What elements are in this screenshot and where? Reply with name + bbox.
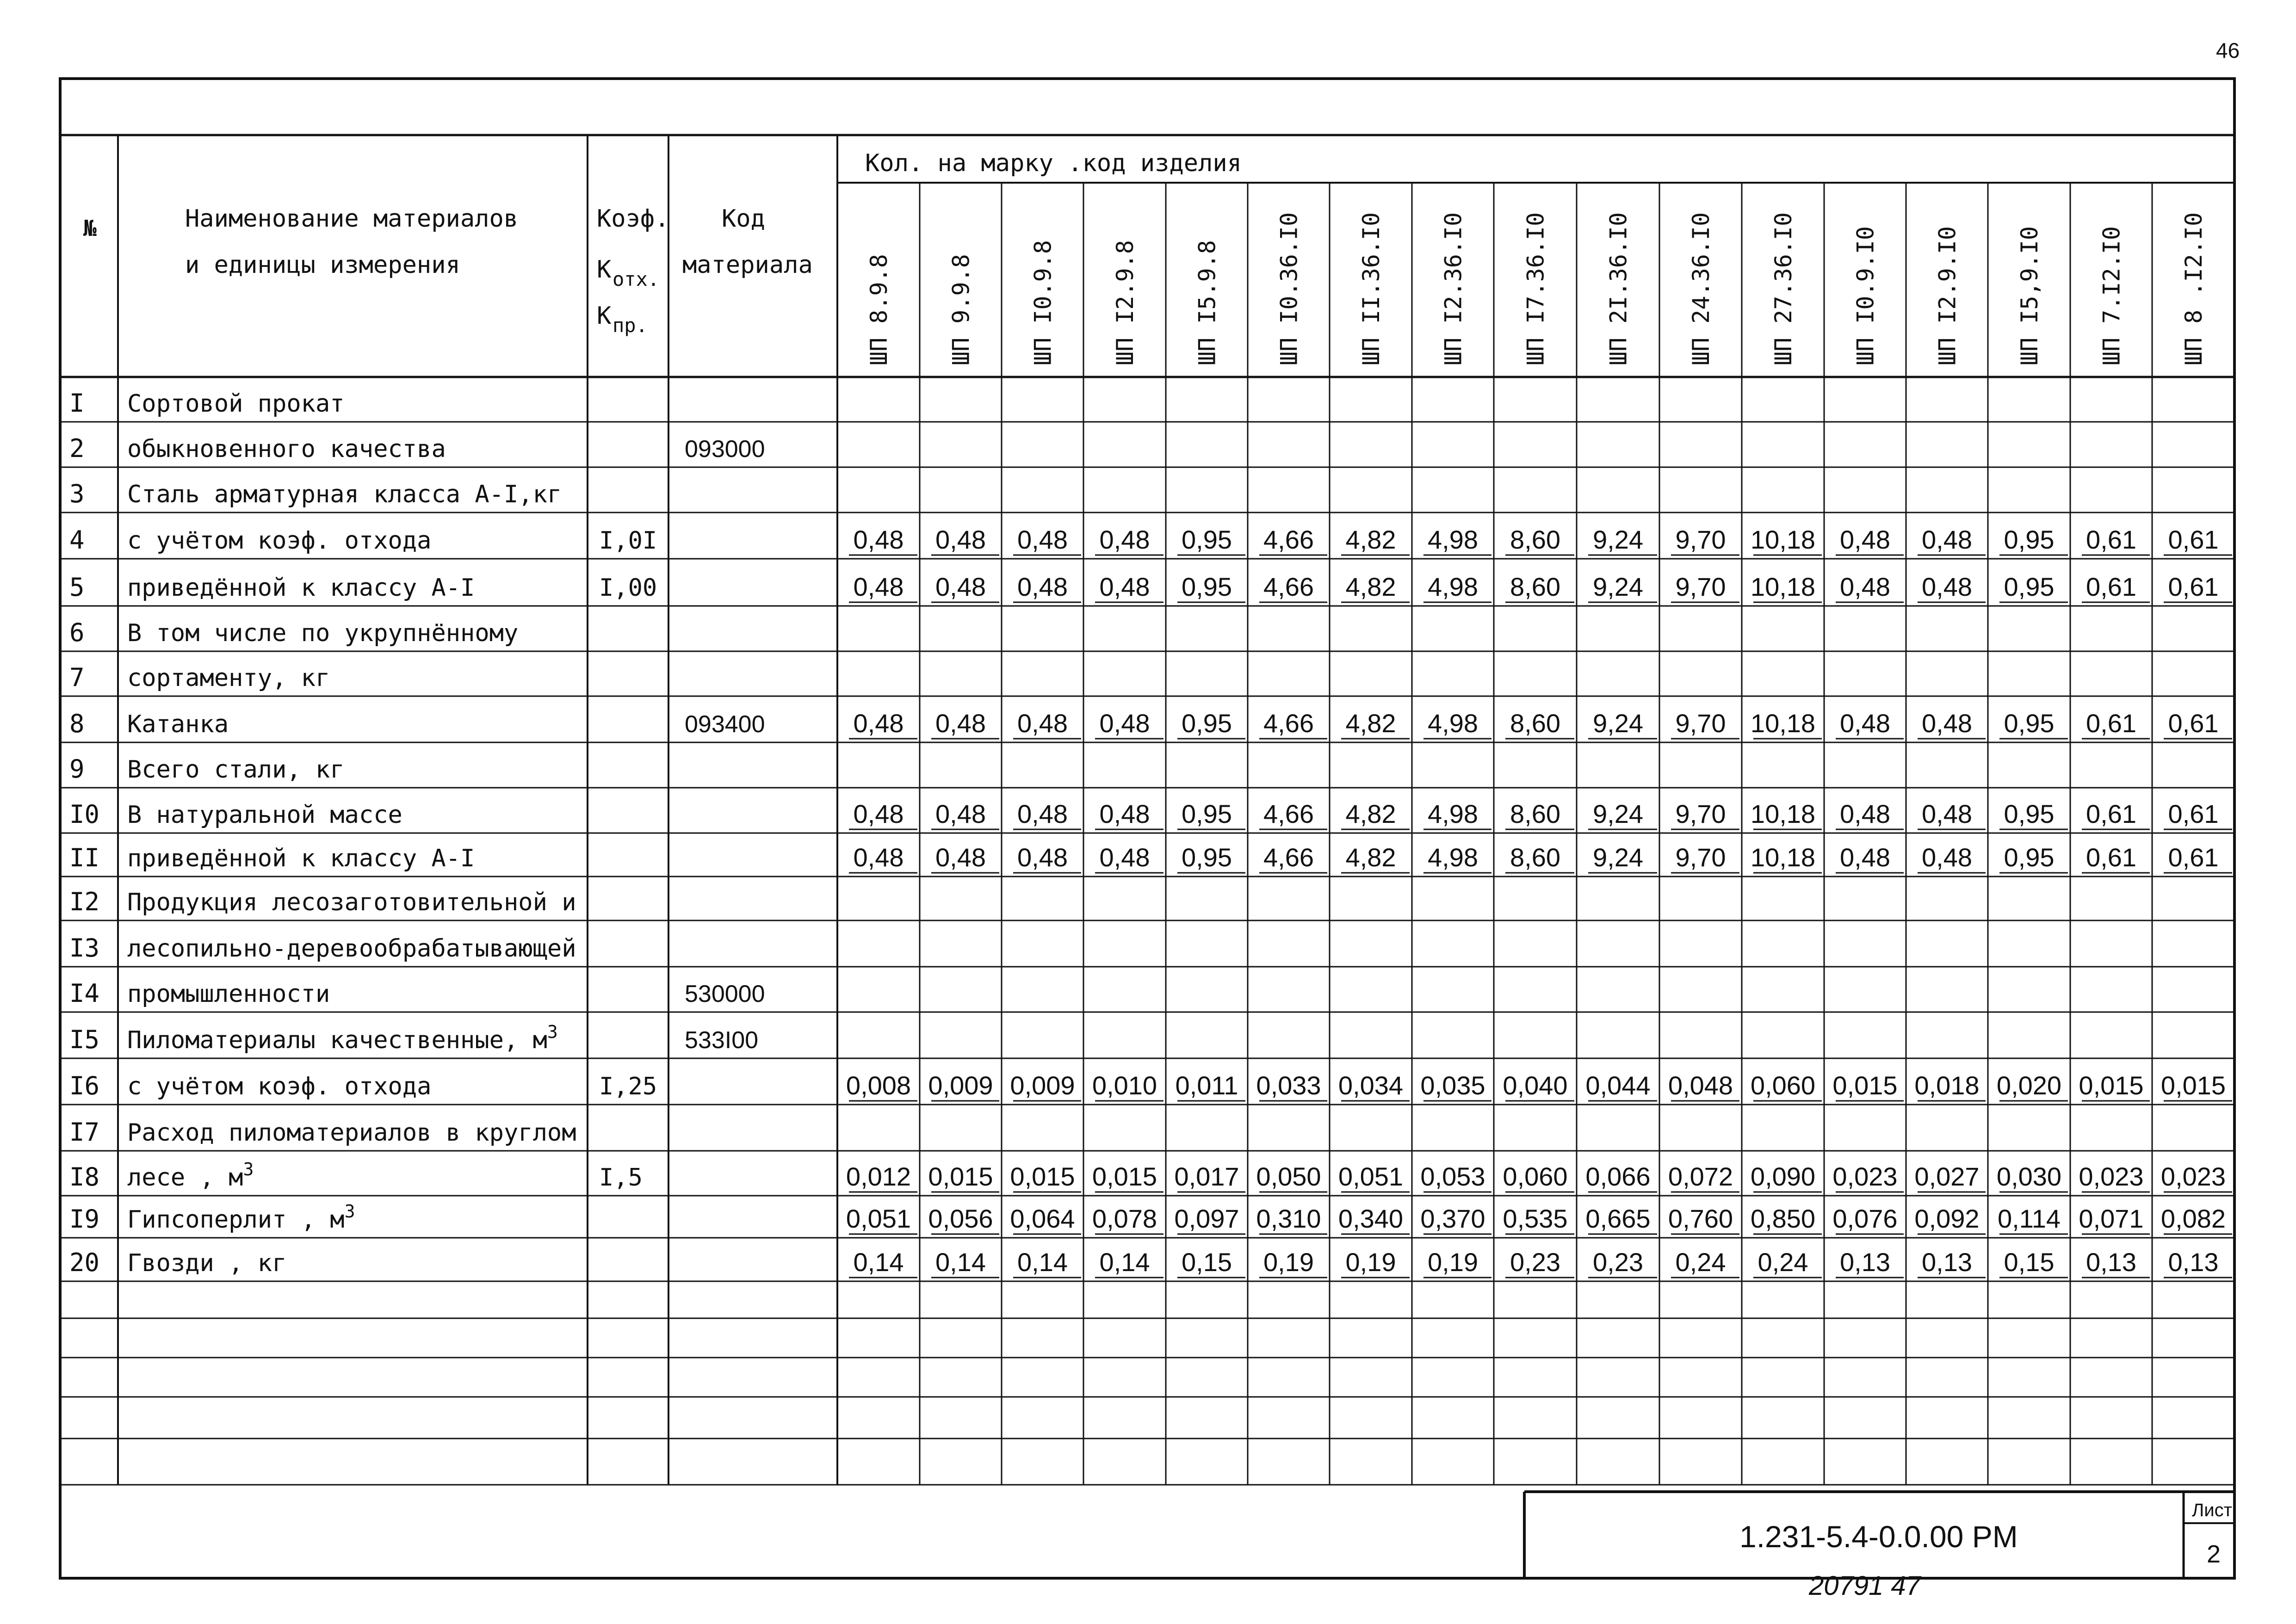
cell-value: 0,61 bbox=[2086, 525, 2136, 554]
cell-value: 0,95 bbox=[1182, 525, 1232, 554]
header-coef-k-pr: К bbox=[597, 302, 612, 330]
cell-value: 0,035 bbox=[1420, 1071, 1485, 1100]
cell-value: 0,48 bbox=[853, 525, 904, 554]
header-code-line2: материала bbox=[682, 251, 813, 279]
cell-value: 4,82 bbox=[1345, 843, 1396, 872]
cell-value: 4,66 bbox=[1263, 572, 1314, 601]
corner-page-mark: 46 bbox=[2216, 38, 2240, 62]
cell-value: 0,048 bbox=[1668, 1071, 1733, 1100]
row-name: Пиломатериалы качественные, $м^3$ bbox=[127, 1022, 558, 1054]
column-header-8: ШП I2.36.I0 bbox=[1440, 212, 1467, 365]
row-code: 530000 bbox=[685, 981, 765, 1007]
cell-value: 0,012 bbox=[846, 1162, 911, 1191]
column-header-10: ШП 2I.36.I0 bbox=[1605, 212, 1632, 365]
cell-value: 0,48 bbox=[1922, 799, 1972, 828]
header-code-line1: Код bbox=[722, 205, 765, 233]
cell-value: 0,48 bbox=[1840, 572, 1890, 601]
cell-value: 0,076 bbox=[1832, 1204, 1898, 1233]
cell-value: 0,008 bbox=[846, 1071, 911, 1100]
row-coef: I,0I bbox=[599, 527, 657, 555]
cell-value: 9,70 bbox=[1675, 843, 1726, 872]
cell-value: 0,044 bbox=[1585, 1071, 1651, 1100]
header-coef-k-otx: К bbox=[597, 256, 612, 284]
row-number: I0 bbox=[69, 800, 100, 829]
column-header-16: ШП 7.I2.I0 bbox=[2098, 226, 2125, 365]
row-code: 093000 bbox=[685, 436, 765, 463]
cell-value: 0,340 bbox=[1338, 1204, 1404, 1233]
cell-value: 0,61 bbox=[2168, 709, 2219, 738]
cell-value: 9,70 bbox=[1675, 799, 1726, 828]
cell-value: 9,24 bbox=[1593, 799, 1643, 828]
cell-value: 8,60 bbox=[1510, 709, 1560, 738]
cell-value: 0,48 bbox=[1099, 709, 1150, 738]
header-coef-k-pr-sub: пр. bbox=[613, 314, 648, 337]
cell-value: 4,82 bbox=[1345, 799, 1396, 828]
cell-value: 0,48 bbox=[1840, 843, 1890, 872]
row-name: Гипсоперлит , $м^3$ bbox=[127, 1201, 355, 1234]
cell-value: 9,24 bbox=[1593, 843, 1643, 872]
cell-value: 0,48 bbox=[1922, 572, 1972, 601]
cell-value: 0,24 bbox=[1758, 1247, 1808, 1277]
column-header-4: ШП I2.9.8 bbox=[1112, 240, 1139, 365]
column-header-9: ШП I7.36.I0 bbox=[1522, 212, 1549, 365]
row-coef: I,5 bbox=[599, 1164, 643, 1192]
column-header-3: ШП I0.9.8 bbox=[1029, 240, 1057, 365]
row-name: Сталь арматурная класса А-I,кг bbox=[127, 481, 562, 508]
cell-value: 0,040 bbox=[1503, 1071, 1568, 1100]
row-name: лесопильно-деревообрабатывающей bbox=[127, 935, 576, 963]
cell-value: 0,15 bbox=[2004, 1247, 2055, 1277]
cell-value: 0,48 bbox=[1017, 843, 1068, 872]
cell-value: 0,95 bbox=[2004, 572, 2055, 601]
cell-value: 0,13 bbox=[1840, 1247, 1890, 1277]
cell-value: 0,092 bbox=[1914, 1204, 1980, 1233]
cell-value: 4,98 bbox=[1428, 525, 1478, 554]
row-number: I9 bbox=[69, 1204, 100, 1234]
cell-value: 0,023 bbox=[2160, 1162, 2226, 1191]
row-number: 5 bbox=[69, 573, 85, 602]
header-name-line2: и единицы измерения bbox=[185, 251, 460, 279]
cell-value: 0,48 bbox=[1099, 525, 1150, 554]
cell-value: 9,24 bbox=[1593, 572, 1643, 601]
cell-value: 0,48 bbox=[1099, 572, 1150, 601]
cell-value: 0,850 bbox=[1750, 1204, 1816, 1233]
cell-value: 0,017 bbox=[1174, 1162, 1239, 1191]
cell-value: 0,760 bbox=[1668, 1204, 1733, 1233]
cell-value: 0,48 bbox=[1099, 799, 1150, 828]
cell-value: 0,033 bbox=[1256, 1071, 1321, 1100]
cell-value: 0,61 bbox=[2168, 572, 2219, 601]
archive-stamp: 20791 47 bbox=[1809, 1571, 1921, 1601]
cell-value: 0,48 bbox=[1017, 525, 1068, 554]
row-number: I7 bbox=[69, 1118, 100, 1147]
column-header-7: ШП II.36.I0 bbox=[1358, 212, 1385, 365]
sheet-number: 2 bbox=[2207, 1540, 2221, 1568]
cell-value: 4,66 bbox=[1263, 525, 1314, 554]
cell-value: 0,48 bbox=[1017, 572, 1068, 601]
cell-value: 0,009 bbox=[928, 1071, 993, 1100]
cell-value: 8,60 bbox=[1510, 572, 1560, 601]
cell-value: 10,18 bbox=[1750, 799, 1816, 828]
row-number: 3 bbox=[69, 479, 85, 508]
row-name: приведённой к классу А-I bbox=[127, 574, 475, 602]
cell-value: 0,020 bbox=[1996, 1071, 2062, 1100]
row-number: I8 bbox=[69, 1162, 100, 1192]
cell-value: 0,009 bbox=[1010, 1071, 1075, 1100]
header-group-title: Кол. на марку .код изделия bbox=[865, 149, 1242, 177]
cell-value: 9,70 bbox=[1675, 709, 1726, 738]
cell-value: 0,61 bbox=[2086, 843, 2136, 872]
sheet-label: Лист bbox=[2192, 1500, 2232, 1520]
cell-value: 0,61 bbox=[2168, 843, 2219, 872]
cell-value: 8,60 bbox=[1510, 843, 1560, 872]
cell-value: 0,015 bbox=[1010, 1162, 1075, 1191]
cell-value: 0,48 bbox=[935, 843, 986, 872]
cell-value: 0,027 bbox=[1914, 1162, 1980, 1191]
cell-value: 0,665 bbox=[1585, 1204, 1651, 1233]
cell-value: 0,015 bbox=[2079, 1071, 2144, 1100]
cell-value: 4,98 bbox=[1428, 799, 1478, 828]
cell-value: 9,70 bbox=[1675, 572, 1726, 601]
cell-value: 0,48 bbox=[853, 572, 904, 601]
cell-value: 4,66 bbox=[1263, 709, 1314, 738]
cell-value: 0,097 bbox=[1174, 1204, 1239, 1233]
cell-value: 0,051 bbox=[846, 1204, 911, 1233]
cell-value: 0,535 bbox=[1503, 1204, 1568, 1233]
row-code: 533I00 bbox=[685, 1027, 759, 1054]
cell-value: 0,14 bbox=[935, 1247, 986, 1277]
cell-value: 0,48 bbox=[935, 572, 986, 601]
cell-value: 9,24 bbox=[1593, 525, 1643, 554]
column-header-6: ШП I0.36.I0 bbox=[1275, 212, 1303, 365]
row-number: I3 bbox=[69, 933, 100, 963]
header-number: № bbox=[83, 216, 97, 241]
cell-value: 0,13 bbox=[2168, 1247, 2219, 1277]
row-name: Продукция лесозаготовительной и bbox=[127, 889, 576, 916]
row-coef: I,25 bbox=[599, 1073, 657, 1100]
cell-value: 0,034 bbox=[1338, 1071, 1404, 1100]
cell-value: 0,018 bbox=[1914, 1071, 1980, 1100]
cell-value: 0,050 bbox=[1256, 1162, 1321, 1191]
cell-value: 0,48 bbox=[1840, 525, 1890, 554]
row-number: I2 bbox=[69, 887, 100, 916]
cell-value: 0,48 bbox=[1922, 843, 1972, 872]
row-name: Катанка bbox=[127, 710, 229, 738]
row-name: В том числе по укрупнённому bbox=[127, 619, 519, 647]
column-header-2: ШП 9.9.8 bbox=[947, 254, 975, 365]
row-name: В натуральной массе bbox=[127, 801, 402, 829]
cell-value: 0,064 bbox=[1010, 1204, 1075, 1233]
cell-value: 0,370 bbox=[1420, 1204, 1485, 1233]
cell-value: 0,95 bbox=[2004, 799, 2055, 828]
cell-value: 0,015 bbox=[1832, 1071, 1898, 1100]
row-name: приведённой к классу А-I bbox=[127, 845, 475, 872]
cell-value: 0,053 bbox=[1420, 1162, 1485, 1191]
cell-value: 10,18 bbox=[1750, 709, 1816, 738]
column-header-11: ШП 24.36.I0 bbox=[1688, 212, 1714, 365]
row-number: 7 bbox=[69, 663, 85, 692]
cell-value: 0,015 bbox=[928, 1162, 993, 1191]
cell-value: 0,19 bbox=[1263, 1247, 1314, 1277]
row-number: 8 bbox=[69, 709, 85, 738]
cell-value: 0,14 bbox=[1099, 1247, 1150, 1277]
row-name: с учётом коэф. отхода bbox=[127, 1073, 432, 1100]
cell-value: 0,48 bbox=[935, 799, 986, 828]
cell-value: 0,23 bbox=[1593, 1247, 1643, 1277]
column-header-15: ШП I5,9.I0 bbox=[2016, 226, 2043, 365]
cell-value: 4,98 bbox=[1428, 843, 1478, 872]
row-name: с учётом коэф. отхода bbox=[127, 527, 432, 555]
cell-value: 0,48 bbox=[935, 525, 986, 554]
cell-value: 0,015 bbox=[1092, 1162, 1157, 1191]
row-name: Сортовой прокат bbox=[127, 390, 345, 418]
cell-value: 0,95 bbox=[1182, 799, 1232, 828]
cell-value: 8,60 bbox=[1510, 799, 1560, 828]
cell-value: 0,14 bbox=[1017, 1247, 1068, 1277]
cell-value: 4,82 bbox=[1345, 525, 1396, 554]
cell-value: 0,95 bbox=[1182, 843, 1232, 872]
cell-value: 0,114 bbox=[1998, 1204, 2061, 1233]
cell-value: 4,66 bbox=[1263, 799, 1314, 828]
column-header-14: ШП I2.9.I0 bbox=[1934, 226, 1961, 365]
cell-value: 0,48 bbox=[1840, 799, 1890, 828]
cell-value: 0,95 bbox=[1182, 709, 1232, 738]
cell-value: 0,48 bbox=[1017, 799, 1068, 828]
row-name: обыкновенного качества bbox=[127, 435, 446, 463]
cell-value: 0,13 bbox=[2086, 1247, 2136, 1277]
row-number: I6 bbox=[69, 1071, 100, 1100]
cell-value: 0,011 bbox=[1175, 1071, 1238, 1100]
cell-value: 4,82 bbox=[1345, 709, 1396, 738]
cell-value: 0,078 bbox=[1092, 1204, 1157, 1233]
cell-value: 0,010 bbox=[1092, 1071, 1157, 1100]
cell-value: 0,19 bbox=[1345, 1247, 1396, 1277]
cell-value: 4,98 bbox=[1428, 709, 1478, 738]
cell-value: 0,071 bbox=[2079, 1204, 2144, 1233]
cell-value: 0,61 bbox=[2086, 572, 2136, 601]
cell-value: 0,48 bbox=[1922, 709, 1972, 738]
cell-value: 0,066 bbox=[1585, 1162, 1651, 1191]
cell-value: 0,95 bbox=[2004, 709, 2055, 738]
column-header-13: ШП I0.9.I0 bbox=[1852, 226, 1879, 365]
cell-value: 0,61 bbox=[2086, 709, 2136, 738]
cell-value: 0,023 bbox=[1832, 1162, 1898, 1191]
header-name-line1: Наименование материалов bbox=[185, 205, 519, 233]
cell-value: 4,66 bbox=[1263, 843, 1314, 872]
header-coef-line1: Коэф. bbox=[597, 205, 669, 233]
cell-value: 0,19 bbox=[1428, 1247, 1478, 1277]
cell-value: 10,18 bbox=[1750, 843, 1816, 872]
cell-value: 0,48 bbox=[1017, 709, 1068, 738]
cell-value: 9,70 bbox=[1675, 525, 1726, 554]
cell-value: 0,61 bbox=[2086, 799, 2136, 828]
cell-value: 0,14 bbox=[853, 1247, 904, 1277]
cell-value: 0,051 bbox=[1338, 1162, 1404, 1191]
row-number: I4 bbox=[69, 979, 100, 1008]
cell-value: 0,23 bbox=[1510, 1247, 1560, 1277]
row-code: 093400 bbox=[685, 711, 765, 738]
cell-value: 4,82 bbox=[1345, 572, 1396, 601]
row-number: 20 bbox=[69, 1248, 100, 1277]
cell-value: 0,95 bbox=[2004, 843, 2055, 872]
cell-value: 0,13 bbox=[1922, 1247, 1972, 1277]
cell-value: 0,61 bbox=[2168, 799, 2219, 828]
row-number: 6 bbox=[69, 618, 85, 647]
row-number: 9 bbox=[69, 754, 85, 784]
document-code: 1.231-5.4-0.0.00 PM bbox=[1739, 1519, 2018, 1554]
cell-value: 0,015 bbox=[2160, 1071, 2226, 1100]
row-coef: I,00 bbox=[599, 574, 657, 602]
cell-value: 0,15 bbox=[1182, 1247, 1232, 1277]
cell-value: 0,090 bbox=[1750, 1162, 1816, 1191]
row-number: 2 bbox=[69, 434, 85, 463]
cell-value: 0,060 bbox=[1503, 1162, 1568, 1191]
cell-value: 9,24 bbox=[1593, 709, 1643, 738]
cell-value: 0,072 bbox=[1668, 1162, 1733, 1191]
column-header-5: ШП I5.9.8 bbox=[1194, 240, 1221, 365]
cell-value: 10,18 bbox=[1750, 525, 1816, 554]
cell-value: 0,95 bbox=[1182, 572, 1232, 601]
cell-value: 0,95 bbox=[2004, 525, 2055, 554]
row-number: 4 bbox=[69, 525, 85, 555]
cell-value: 10,18 bbox=[1750, 572, 1816, 601]
row-number: I5 bbox=[69, 1025, 100, 1054]
cell-value: 4,98 bbox=[1428, 572, 1478, 601]
row-name: Расход пиломатериалов в круглом bbox=[127, 1119, 576, 1147]
cell-value: 0,310 bbox=[1256, 1204, 1321, 1233]
cell-value: 0,030 bbox=[1996, 1162, 2062, 1191]
column-header-1: ШП 8.9.8 bbox=[866, 254, 892, 365]
cell-value: 0,48 bbox=[853, 843, 904, 872]
row-number: I bbox=[69, 389, 85, 418]
cell-value: 0,48 bbox=[853, 709, 904, 738]
header-coef-k-otx-sub: отх. bbox=[613, 268, 660, 290]
cell-value: 0,48 bbox=[1922, 525, 1972, 554]
cell-value: 0,48 bbox=[853, 799, 904, 828]
row-name: Гвозди , кг bbox=[127, 1249, 287, 1277]
cell-value: 0,023 bbox=[2079, 1162, 2144, 1191]
cell-value: 0,24 bbox=[1675, 1247, 1726, 1277]
cell-value: 0,082 bbox=[2160, 1204, 2226, 1233]
cell-value: 8,60 bbox=[1510, 525, 1560, 554]
column-header-12: ШП 27.36.I0 bbox=[1770, 212, 1797, 365]
row-name: промышленности bbox=[127, 980, 330, 1008]
cell-value: 0,48 bbox=[935, 709, 986, 738]
row-name: лесе , $м^3$ bbox=[127, 1159, 254, 1192]
cell-value: 0,48 bbox=[1099, 843, 1150, 872]
row-name: сортаменту, кг bbox=[127, 664, 330, 692]
cell-value: 0,61 bbox=[2168, 525, 2219, 554]
row-name: Всего стали, кг bbox=[127, 756, 345, 784]
cell-value: 0,48 bbox=[1840, 709, 1890, 738]
cell-value: 0,056 bbox=[928, 1204, 993, 1233]
row-number: II bbox=[69, 843, 100, 872]
cell-value: 0,060 bbox=[1750, 1071, 1816, 1100]
column-header-17: ШП 8 .I2.I0 bbox=[2180, 212, 2207, 365]
